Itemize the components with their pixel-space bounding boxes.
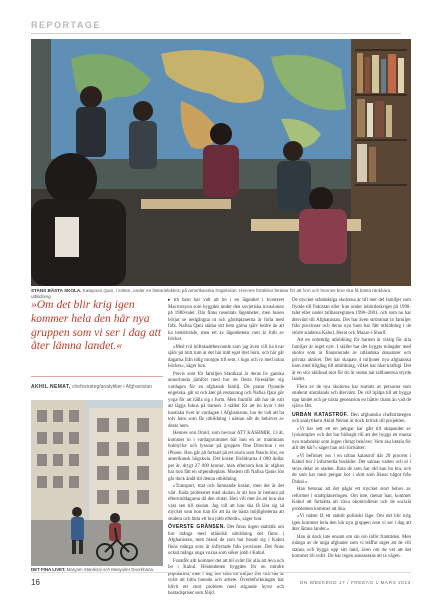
- col1-paragraph: »Med två höftskadebesvande som jag även vill ha kvar själv på mitt rum är det här mitt eget litet hörn, och här går dagarna från tidig morgon till sent, i lugn och ro med mina böcker«, säger hon.: [168, 344, 284, 369]
- col1-paragraph: Det finns ingen statistik om hur många med utländsk utbildning det finns i Afghanistan, men bland de som har bosatt sig i Kabul finns många som är inflyttade från provinser. Det finns också många unga vuxna som söker jobb i Kabul.: [168, 525, 284, 556]
- article-column-2: [292, 298, 411, 568]
- col2-paragraph: »Vi har sett ett en pengar har gått till skapandet av lyxkomplex och det har bidragit till att det byggs en massa nya stadsdelar som ingen riktigt behöver. Vem ska betala för allt det här?« säger han och fortsätter:: [292, 426, 411, 451]
- col2-paragraph: »Vi befinner oss i en urban katastrof där 20 procent i Kabul bor i informella bostäder. Det saknas vatten och el i stora delar av staden. Bara de som har råd kan bo bra, och de som har mest pengar bor i slott som liknar något från Dubai.«: [292, 453, 411, 485]
- section-label: REPORTAGE: [31, 20, 101, 30]
- col1-subheading: ÖVERSTE GRÄNSEN.: [168, 524, 226, 530]
- pull-quote-divider: [31, 376, 163, 377]
- attribution-role: chefsstrateg/analytiker i Afghanistan: [72, 384, 153, 390]
- col2-paragraph: Han är dock inte ensam om sin oro inför framtiden. Men många av de unga afghaner som vi träffar säger att de vill stanna och bygga upp sitt land, även om de vet att det kommer bli svårt. De har ingen annanstans att ta vägen.: [292, 534, 411, 559]
- street-photo-illustration: [31, 400, 163, 566]
- col2-paragraph: Den afghanska chefsstrategen och analytikern Akhil Nemat är dock kritisk till projekten.: [292, 412, 411, 424]
- main-caption-label: STANS BÄSTA SKOLA.: [31, 288, 82, 293]
- issue-info: DN WEEKEND 17 / FREDAG 1 MARS 2013: [300, 580, 411, 585]
- small-caption-label: DET FINA LIVET.: [31, 567, 66, 572]
- col1-paragraph: ▸ trå barn har valt att bo i en lägenhet i kvarteret Macrorayon som byggdes under den sovjetiska invasionen på 1980-talet. Där finns tusentals lägenheter, men husen börjar se nedgångna ut och gårdsplanerna är fulla med folk. Nafisa Qani städar sitt hem gärna själv hellre än att ha hembiträde, men ett av lägenhetens rum är fullt av böcker.: [168, 298, 284, 342]
- col2-paragraph: Flera av de nya skolorna har startats av personer som studerat utomlands och återvänt. De vill hjälpa till att bygga upp landet och ge nästa generation en bättre chans än vad de själva fått.: [292, 384, 411, 409]
- street-photo: [31, 400, 163, 566]
- pull-quote-attribution: [31, 384, 166, 390]
- footer-divider: [31, 572, 411, 573]
- small-caption-text: Maryam Stanikzai och Masyuiter Doorkhana.: [66, 567, 155, 572]
- col1-paragraph: Hennes son Omid, som bevisar ATT KASHMIR, 13 år, kommer in i vardagsrummet bär hon en av mammans bokhyllor och lyssnar på gruppen One Direction i en iPhone. Hon går på fortsatt på ett skola som Nasrin löst, en amerikansk högskola. Det kostar föräldrarna 4 000 dollar per år, drygt 27 000 kronor, men eftersom hon är afghan har hon fått en stipendieplats. Modern till Nafisa Qanis lön går dock ändå till denna utbildning.: [168, 431, 284, 482]
- classroom-photo-illustration: [31, 39, 411, 286]
- col2-subheading: URBAN KATASTROF.: [292, 411, 349, 418]
- col2-paragraph: Att en ordentlig utbildning för barnen är viktig för alla familjer är inget nytt. I stället har det byggts mängder med skolor som är finansierade av utländska donatorer och privata aktörer. Det har skapats 4 miljoner nya afghanska barn med tillgång till utbildning, vilket har ökat kraftigt. Det är en stor skillnad mot för tio år sedan när talibanerna styrde landet.: [292, 338, 411, 382]
- col1-paragraph: »Transport, mat och lämnande kostar, men det är det värt. Enda problemet med skolan är att hon är hemma på eftermiddagarna då den slutar. Hon vill mer än att hon ska vara sen till skolan. Jag vill att hon ska få lära sig så mycket som hon kan för att ha de bästa möjligheterna att studera och hitta ett bra jobb efteråt«, säger hon.: [168, 484, 284, 522]
- col1-paragraph: Framför allt kommer det att bli svårt för alla att leva och bo i Kabul. Höstenheten byggdes för en mindre population, men i dag bor nära en miljon fler och det är svårt att hitta boende och arbete. Överbefolkningen har blivit ett stort problem med stigande hyror och bostadspriser som följd.: [168, 558, 284, 596]
- article-column-1: [168, 298, 284, 596]
- attribution-name: AKHIL NEMAT,: [31, 384, 71, 390]
- page-number: 16: [31, 578, 40, 587]
- section-divider: [31, 33, 401, 34]
- pull-quote: »Om det blir krig igen kommer hela den här nya gruppen som vi ser i dag att åter lämna landet.«: [31, 298, 162, 353]
- col2-paragraph: Han betonar att det pågår ett mycket stort behov av reformer i stadsplaneringen. Om inte, menar han, kommer Kabul att fortsätta att växa okontrollerat och de sociala problemen kommer att öka.: [292, 487, 411, 512]
- col2-paragraph: De mycket ståndaktiga skolorna är till mer del familjer som flydde till Pakistan eller Iran under inbördeskriget på 1990-talet eller under talibanregimen 1996–2001, och som nu har återvänt till Afghanistan. Det har även strömmat in familjer från provinser och deras nya barn har fått utbildning i de större städerna Kabul, Herat och Mazar-i-Sharif.: [292, 298, 411, 336]
- main-photo: [31, 39, 411, 286]
- main-caption-text: Katayoon Qani, i mitten, under en historielektion på amerikanska högskolan. Hennes föräldrar betalar för att hon och hennes bror ska få bästa tänkbara utbildning.: [31, 288, 391, 299]
- col1-paragraph: Precis som för familjen Stanikzai är deras liv ganska annorlunda jämfört med hur de flesta föreställer sig vardagen för en afghansk familj. De pratar flytande engelska, går ut och äter på restaurang och Nafisa Qani gör yoga för att hålla sig i form. Men framför allt har de valt att lägga fokus på barnen. I stället för att bo kvar i det kaotiska livet är vardagen i Afghanistan, har de valt att ha tolv barn som får utbildning i nästan allt de behöver av deras hem.: [168, 371, 284, 429]
- col2-paragraph: »Vi måste få ett stabilt politiskt läge. Om det blir krig igen kommer hela den här nya gruppen som vi ser i dag att åter lämna landet.«: [292, 514, 411, 532]
